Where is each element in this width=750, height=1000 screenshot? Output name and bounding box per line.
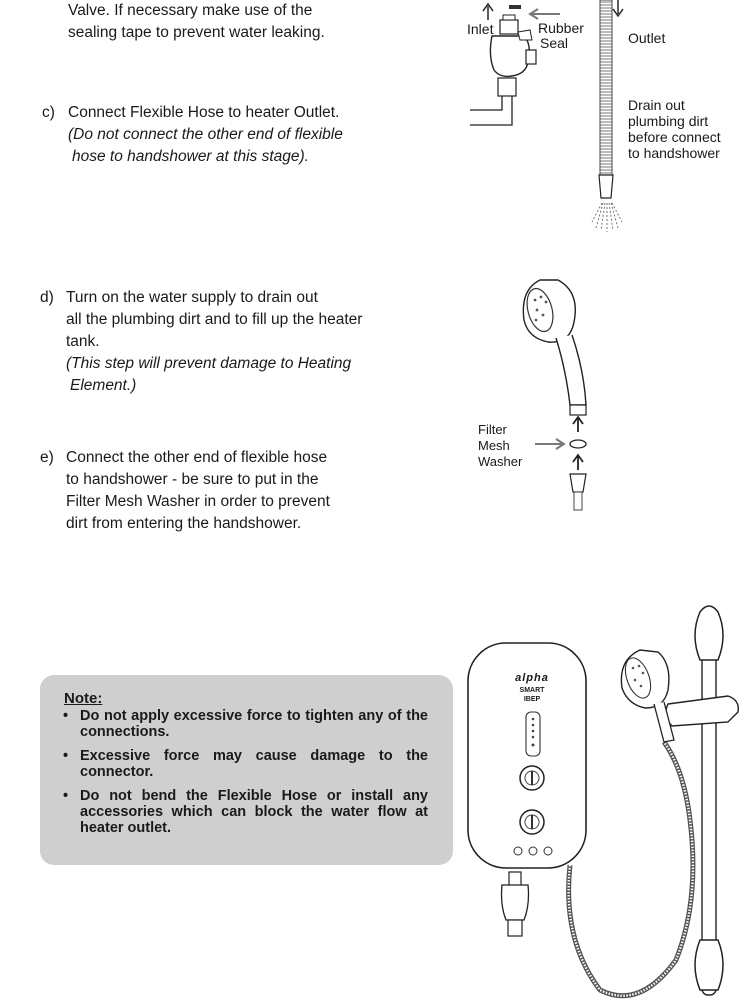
step-text: to handshower - be sure to put in the	[66, 471, 319, 488]
step-text: Turn on the water supply to drain out	[66, 289, 318, 306]
heater-model-2: IBEP	[523, 696, 541, 703]
step-text: tank.	[66, 333, 100, 350]
note-item-text: Excessive force may cause damage to the connector.	[80, 748, 428, 780]
step-text: Connect the other end of flexible hose	[66, 449, 328, 466]
bullet: •	[63, 708, 69, 724]
step-text: dirt from entering the handshower.	[66, 515, 302, 532]
label-mesh: Mesh	[478, 438, 510, 453]
heater-brand: alpha	[515, 672, 549, 684]
label-drain-line: to handshower	[628, 145, 720, 161]
label-outlet: Outlet	[628, 30, 666, 46]
bullet: •	[63, 788, 69, 804]
label-filter: Filter	[478, 422, 507, 437]
label-drain-line: before connect	[628, 129, 721, 145]
label-washer: Washer	[478, 454, 523, 469]
label-inlet: Inlet	[467, 21, 494, 37]
step-text: all the plumbing dirt and to fill up the heater	[66, 311, 363, 328]
label-seal: Seal	[540, 35, 569, 51]
step-marker: d)	[40, 289, 54, 306]
step-note: (Do not connect the other end of flexible	[68, 126, 343, 143]
step-b-line: Valve. If necessary make use of the	[68, 2, 313, 19]
step-marker: c)	[42, 104, 55, 121]
label-drain-line: Drain out	[628, 97, 685, 113]
step-note: Element.)	[70, 377, 137, 394]
note-item-text: Do not apply excessive force to tighten any of the connections.	[80, 708, 428, 740]
bullet: •	[63, 748, 69, 764]
step-b-line: sealing tape to prevent water leaking.	[68, 24, 325, 41]
label-rubber: Rubber	[538, 20, 584, 36]
note-title: Note:	[64, 690, 103, 707]
step-text: Filter Mesh Washer in order to prevent	[66, 493, 330, 510]
step-marker: e)	[40, 449, 54, 466]
label-drain-line: plumbing dirt	[628, 113, 709, 129]
note-item-text: Do not bend the Flexible Hose or install any accessories which can block the water flow at heater outlet.	[80, 788, 428, 836]
step-note: hose to handshower at this stage).	[72, 148, 309, 165]
step-text: Connect Flexible Hose to heater Outlet.	[68, 104, 340, 121]
heater-model-1: SMART	[519, 687, 545, 694]
step-note: (This step will prevent damage to Heating	[66, 355, 352, 372]
